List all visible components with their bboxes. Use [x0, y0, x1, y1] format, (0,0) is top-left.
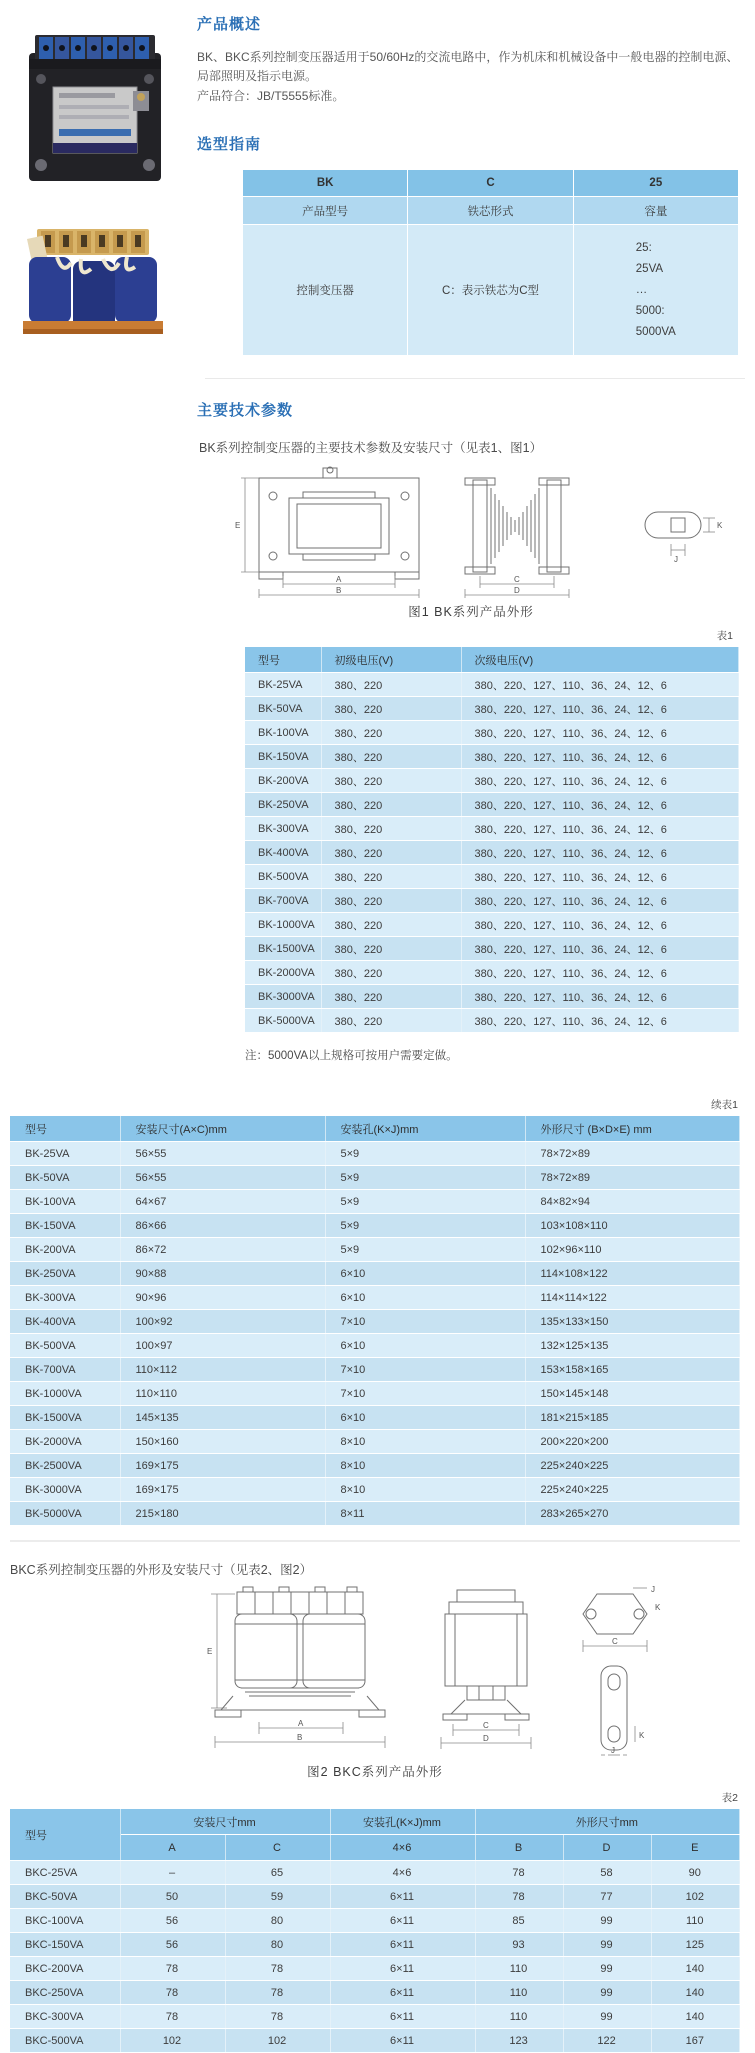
table-cell: 380、220、127、110、36、24、12、6	[461, 1009, 739, 1033]
table-cell: 110×112	[120, 1358, 325, 1382]
bk-outline-drawing	[211, 464, 731, 598]
table-cell: 4×6	[330, 1861, 475, 1885]
section-divider	[205, 378, 745, 379]
table-cell: 6×10	[325, 1286, 525, 1310]
capacity-line: 5000:	[635, 304, 665, 317]
column-header: 安装尺寸mm	[120, 1809, 330, 1835]
table-cell: 102	[651, 1885, 739, 1909]
section-divider	[10, 1540, 740, 1542]
column-header: 外形尺寸 (B×D×E) mm	[525, 1116, 740, 1142]
table-cell: 5×9	[325, 1190, 525, 1214]
table-cell: BKC-500VA	[10, 2029, 120, 2053]
table-cell: 6×10	[325, 1334, 525, 1358]
table-row	[10, 1334, 740, 1358]
table-cell: 380、220	[321, 673, 461, 697]
dim-label-a: A	[298, 1719, 304, 1728]
table-header-row	[10, 1809, 740, 1835]
table-cell: 380、220	[321, 961, 461, 985]
table-cell: 380、220	[321, 721, 461, 745]
column-header: E	[651, 1835, 739, 1861]
table-cell: BK-400VA	[245, 841, 321, 865]
table-row	[10, 1142, 740, 1166]
table-cell: 167	[651, 2029, 739, 2053]
table-cell: BK-50VA	[10, 1166, 120, 1190]
table-cell: BK-200VA	[10, 1238, 120, 1262]
table-row	[10, 1478, 740, 1502]
bk-dimensions-table	[10, 1116, 740, 1526]
bkc-dimensions-table	[10, 1809, 740, 2053]
table-row	[10, 1190, 740, 1214]
table-cell: 380、220、127、110、36、24、12、6	[461, 793, 739, 817]
table-cell: BKC-25VA	[10, 1861, 120, 1885]
table-cell: BK-1000VA	[10, 1382, 120, 1406]
dim-label-b: B	[336, 586, 342, 595]
table-cell: BK-400VA	[10, 1310, 120, 1334]
column-header: 外形尺寸mm	[475, 1809, 739, 1835]
dim-label-c: C	[483, 1721, 489, 1730]
table-cell: 380、220、127、110、36、24、12、6	[461, 769, 739, 793]
table-cell: 8×10	[325, 1478, 525, 1502]
table-2-tag: 表2	[721, 1792, 738, 1804]
table-row	[10, 1502, 740, 1526]
table-cell: 59	[225, 1885, 330, 1909]
table-cell: 78	[225, 2005, 330, 2029]
table-cell: 100×92	[120, 1310, 325, 1334]
table-cell: 85	[475, 1909, 563, 1933]
table-cell: 110×110	[120, 1382, 325, 1406]
table-header-row	[10, 1116, 740, 1142]
table-cell: 380、220	[321, 841, 461, 865]
table-cell: 86×72	[120, 1238, 325, 1262]
table-row	[245, 889, 739, 913]
table-row	[245, 745, 739, 769]
capacity-line: 5000VA	[635, 325, 676, 338]
table-cell: 77	[563, 1885, 651, 1909]
table-cell: 56×55	[120, 1166, 325, 1190]
table-cell: 150×160	[120, 1430, 325, 1454]
column-header: C	[225, 1835, 330, 1861]
table-cell: BK-5000VA	[10, 1502, 120, 1526]
table-cell: BK-25VA	[245, 673, 321, 697]
table-cell: BK-150VA	[10, 1214, 120, 1238]
table-cell: 6×11	[330, 1909, 475, 1933]
table-cell: 50	[120, 1885, 225, 1909]
table-row	[245, 697, 739, 721]
table-row	[245, 961, 739, 985]
table-row	[10, 1933, 740, 1957]
dim-label-e: E	[235, 521, 241, 530]
table-cell: 99	[563, 1981, 651, 2005]
bk-product-photo	[15, 25, 175, 193]
table-cell: 380、220	[321, 985, 461, 1009]
table-row	[10, 1166, 740, 1190]
table-1b-tag: 续表1	[711, 1099, 738, 1111]
table-cell: 114×114×122	[525, 1286, 740, 1310]
table-row	[243, 170, 739, 197]
table-cell: 169×175	[120, 1454, 325, 1478]
table-row	[245, 1009, 739, 1033]
selection-guide-table	[242, 169, 739, 356]
figure-2	[0, 1586, 750, 1780]
table-cell: 78	[120, 1957, 225, 1981]
column-header: 次级电压(V)	[461, 647, 739, 673]
table-row	[245, 721, 739, 745]
table-cell: 6×10	[325, 1406, 525, 1430]
table-cell: 380、220、127、110、36、24、12、6	[461, 673, 739, 697]
table-subheader-row	[10, 1835, 740, 1861]
table-cell: 380、220、127、110、36、24、12、6	[461, 745, 739, 769]
table-cell: 110	[475, 2005, 563, 2029]
table-cell: 123	[475, 2029, 563, 2053]
table-row	[10, 1262, 740, 1286]
table-cell: 84×82×94	[525, 1190, 740, 1214]
table-header-row	[245, 647, 739, 673]
table-cell: BK-100VA	[10, 1190, 120, 1214]
column-header: D	[563, 1835, 651, 1861]
table-cell: BK-3000VA	[245, 985, 321, 1009]
table-cell: 78	[475, 1885, 563, 1909]
table-cell	[573, 225, 738, 356]
table-cell: 153×158×165	[525, 1358, 740, 1382]
table-cell: 80	[225, 1933, 330, 1957]
table-cell: BK-300VA	[245, 817, 321, 841]
dim-label-k: K	[717, 521, 723, 530]
table-cell: 169×175	[120, 1478, 325, 1502]
table-cell: 103×108×110	[525, 1214, 740, 1238]
table-cell: 380、220、127、110、36、24、12、6	[461, 841, 739, 865]
dim-label-d: D	[514, 586, 520, 595]
table-cell: 380、220	[321, 745, 461, 769]
table-cell: BK-2500VA	[10, 1454, 120, 1478]
table-cell: 64×67	[120, 1190, 325, 1214]
table-cell: 150×145×148	[525, 1382, 740, 1406]
table-cell: 114×108×122	[525, 1262, 740, 1286]
table-cell: 铁芯形式	[408, 197, 573, 225]
table-cell: 56×55	[120, 1142, 325, 1166]
dim-label-k: K	[655, 1603, 661, 1612]
table-cell: 380、220	[321, 937, 461, 961]
bkc-outline-drawing	[65, 1586, 685, 1758]
table-cell: 86×66	[120, 1214, 325, 1238]
overview-body-text: BK、BKC系列控制变压器适用于50/60Hz的交流电路中，作为机床和机械设备中一般电器的控制电源、局部照明及指示电源。	[197, 50, 739, 83]
table-row	[245, 937, 739, 961]
bk-voltage-table	[245, 647, 739, 1033]
table-cell: 122	[563, 2029, 651, 2053]
table-row	[10, 1358, 740, 1382]
capacity-lines	[636, 238, 676, 343]
table-cell: 135×133×150	[525, 1310, 740, 1334]
product-photos-column	[0, 0, 197, 1063]
table-1-tag: 表1	[716, 630, 733, 642]
table-row	[10, 1382, 740, 1406]
table-cell: 78	[225, 1981, 330, 2005]
dim-label-a: A	[336, 575, 342, 584]
column-header: 型号	[245, 647, 321, 673]
table-cell: 6×11	[330, 1957, 475, 1981]
table-cell: 99	[563, 2005, 651, 2029]
table-cell: 6×11	[330, 2005, 475, 2029]
table-cell: 380、220、127、110、36、24、12、6	[461, 961, 739, 985]
column-header: A	[120, 1835, 225, 1861]
table-cell: BKC-300VA	[10, 2005, 120, 2029]
table-cell: 215×180	[120, 1502, 325, 1526]
table-cell: 58	[563, 1861, 651, 1885]
content-column	[197, 0, 755, 1063]
table-cell: 283×265×270	[525, 1502, 740, 1526]
dim-label-j: J	[651, 1585, 655, 1594]
table-cell: 110	[651, 1909, 739, 1933]
table-cell: 5×9	[325, 1238, 525, 1262]
table-cell: 99	[563, 1909, 651, 1933]
column-header: 型号	[10, 1116, 120, 1142]
table-row	[243, 225, 739, 356]
table-cell: 380、220、127、110、36、24、12、6	[461, 721, 739, 745]
bk-params-intro-text: BK系列控制变压器的主要技术参数及安装尺寸（见表1、图1）	[199, 441, 543, 455]
column-header: 型号	[10, 1809, 120, 1861]
capacity-line: 25:	[635, 241, 652, 254]
dim-label-j: J	[674, 555, 678, 564]
table-cell: 5×9	[325, 1214, 525, 1238]
table-cell: 125	[651, 1933, 739, 1957]
table-row	[10, 1957, 740, 1981]
table-cell: 140	[651, 1957, 739, 1981]
table-cell: 78	[475, 1861, 563, 1885]
table-cell: 78	[120, 1981, 225, 2005]
table-cell: 7×10	[325, 1358, 525, 1382]
table-cell: BK-300VA	[10, 1286, 120, 1310]
table-cell: BK-5000VA	[245, 1009, 321, 1033]
overview-standard-text: 产品符合：JB/T5555标准。	[197, 89, 345, 103]
table-cell: BK-500VA	[245, 865, 321, 889]
table-row	[10, 1981, 740, 2005]
table-cell: 产品型号	[243, 197, 408, 225]
capacity-line: …	[635, 283, 648, 296]
table-cell: 93	[475, 1933, 563, 1957]
dim-label-k: K	[639, 1731, 645, 1740]
figure-2-caption: 图2 BKC系列产品外形	[307, 1765, 443, 1779]
figure-1	[197, 464, 745, 620]
table-cell: 6×11	[330, 1933, 475, 1957]
table-cell: 5×9	[325, 1142, 525, 1166]
table-cell: 380、220	[321, 1009, 461, 1033]
table-cell: BK-250VA	[245, 793, 321, 817]
table-row	[245, 985, 739, 1009]
table-cell: 8×11	[325, 1502, 525, 1526]
table-row	[10, 1310, 740, 1334]
table-cell: 7×10	[325, 1310, 525, 1334]
table-row	[245, 769, 739, 793]
table-cell: 100×97	[120, 1334, 325, 1358]
table-cell: 380、220、127、110、36、24、12、6	[461, 865, 739, 889]
table-row	[245, 673, 739, 697]
table-cell: BK-500VA	[10, 1334, 120, 1358]
table-cell: BK-50VA	[245, 697, 321, 721]
table-cell: 380、220、127、110、36、24、12、6	[461, 937, 739, 961]
table-cell: 80	[225, 1909, 330, 1933]
table-cell: 380、220	[321, 817, 461, 841]
table-cell: 110	[475, 1957, 563, 1981]
table-cell: 380、220	[321, 769, 461, 793]
table-cell: 110	[475, 1981, 563, 2005]
dim-label-e: E	[207, 1647, 213, 1656]
table-cell: 380、220	[321, 697, 461, 721]
table-row	[10, 1214, 740, 1238]
table-cell: C：表示铁芯为C型	[408, 225, 573, 356]
table-row	[10, 2005, 740, 2029]
table-row	[10, 1430, 740, 1454]
table-row	[245, 793, 739, 817]
table-cell: BK-200VA	[245, 769, 321, 793]
table-cell: 200×220×200	[525, 1430, 740, 1454]
table-cell: 5×9	[325, 1166, 525, 1190]
table-cell: 225×240×225	[525, 1454, 740, 1478]
table-cell: 140	[651, 1981, 739, 2005]
table-cell: 102×96×110	[525, 1238, 740, 1262]
table-cell: 132×125×135	[525, 1334, 740, 1358]
table-cell: –	[120, 1861, 225, 1885]
table-cell: BKC-50VA	[10, 1885, 120, 1909]
table-cell: 容量	[573, 197, 738, 225]
table-cell: BKC-200VA	[10, 1957, 120, 1981]
table-cell: BK-25VA	[10, 1142, 120, 1166]
table-cell: BK-250VA	[10, 1262, 120, 1286]
section-title-selection: 选型指南	[197, 136, 262, 153]
column-header: 安装孔(K×J)mm	[325, 1116, 525, 1142]
table-row	[243, 197, 739, 225]
table-cell: 78×72×89	[525, 1142, 740, 1166]
dim-label-d: D	[483, 1734, 489, 1743]
table-cell: BKC-250VA	[10, 1981, 120, 2005]
dim-label-c: C	[612, 1637, 618, 1646]
table-cell: 380、220、127、110、36、24、12、6	[461, 697, 739, 721]
table-cell: BK-1500VA	[10, 1406, 120, 1430]
table-cell: BKC-100VA	[10, 1909, 120, 1933]
table-row	[10, 1885, 740, 1909]
table-cell: 78	[120, 2005, 225, 2029]
figure-1-caption: 图1 BK系列产品外形	[408, 605, 534, 619]
table-row	[10, 2029, 740, 2053]
table-cell: BK-1500VA	[245, 937, 321, 961]
table-cell: 145×135	[120, 1406, 325, 1430]
table-cell: 102	[120, 2029, 225, 2053]
table-cell: BK-2000VA	[245, 961, 321, 985]
dim-label-b: B	[297, 1733, 303, 1742]
table-cell: 380、220	[321, 889, 461, 913]
table-cell: 225×240×225	[525, 1478, 740, 1502]
table-cell: 控制变压器	[243, 225, 408, 356]
table-cell: BK-1000VA	[245, 913, 321, 937]
table-cell: BK-100VA	[245, 721, 321, 745]
table-cell: 99	[563, 1933, 651, 1957]
table-cell: 102	[225, 2029, 330, 2053]
table-cell: BK-2000VA	[10, 1430, 120, 1454]
table-cell: 6×11	[330, 1885, 475, 1909]
table-cell: BKC-150VA	[10, 1933, 120, 1957]
table-row	[10, 1406, 740, 1430]
table-cell: 8×10	[325, 1454, 525, 1478]
table-cell: 90×96	[120, 1286, 325, 1310]
table-cell: 380、220	[321, 913, 461, 937]
table-row	[245, 913, 739, 937]
column-header: 安装孔(K×J)mm	[330, 1809, 475, 1835]
dim-label-c: C	[514, 575, 520, 584]
column-header: 安装尺寸(A×C)mm	[120, 1116, 325, 1142]
table-cell: 6×10	[325, 1262, 525, 1286]
table-cell: 380、220、127、110、36、24、12、6	[461, 985, 739, 1009]
section-title-params: 主要技术参数	[197, 402, 294, 419]
table-row	[10, 1861, 740, 1885]
table-cell: 140	[651, 2005, 739, 2029]
table-row	[10, 1286, 740, 1310]
table-cell: 90	[651, 1861, 739, 1885]
table-cell: BK-700VA	[10, 1358, 120, 1382]
table-cell: 8×10	[325, 1430, 525, 1454]
bkc-params-intro-text: BKC系列控制变压器的外形及安装尺寸（见表2、图2）	[10, 1563, 313, 1577]
table-1-note: 注：5000VA以上规格可按用户需要定做。	[245, 1050, 458, 1062]
table-cell: BK	[243, 170, 408, 197]
table-cell: 90×88	[120, 1262, 325, 1286]
table-row	[10, 1454, 740, 1478]
table-cell: 181×215×185	[525, 1406, 740, 1430]
table-row	[10, 1909, 740, 1933]
table-cell: 56	[120, 1909, 225, 1933]
table-cell: C	[408, 170, 573, 197]
table-row	[245, 817, 739, 841]
table-cell: 380、220、127、110、36、24、12、6	[461, 817, 739, 841]
table-cell: BK-150VA	[245, 745, 321, 769]
capacity-line: 25VA	[635, 262, 664, 275]
dim-label-j: J	[611, 1746, 615, 1755]
table-cell: 78×72×89	[525, 1166, 740, 1190]
table-cell: 25	[573, 170, 738, 197]
column-header: B	[475, 1835, 563, 1861]
table-cell: 78	[225, 1957, 330, 1981]
table-cell: 6×11	[330, 1981, 475, 2005]
table-row	[10, 1238, 740, 1262]
table-cell: 6×11	[330, 2029, 475, 2053]
bkc-product-photo	[15, 223, 170, 338]
table-cell: 65	[225, 1861, 330, 1885]
column-header: 4×6	[330, 1835, 475, 1861]
table-cell: BK-3000VA	[10, 1478, 120, 1502]
table-cell: 99	[563, 1957, 651, 1981]
table-cell: 380、220、127、110、36、24、12、6	[461, 889, 739, 913]
table-cell: 380、220、127、110、36、24、12、6	[461, 913, 739, 937]
table-row	[245, 841, 739, 865]
table-cell: 380、220	[321, 793, 461, 817]
table-cell: 7×10	[325, 1382, 525, 1406]
table-cell: BK-700VA	[245, 889, 321, 913]
table-row	[245, 865, 739, 889]
column-header: 初级电压(V)	[321, 647, 461, 673]
section-title-overview: 产品概述	[197, 16, 262, 33]
table-cell: 56	[120, 1933, 225, 1957]
table-cell: 380、220	[321, 865, 461, 889]
